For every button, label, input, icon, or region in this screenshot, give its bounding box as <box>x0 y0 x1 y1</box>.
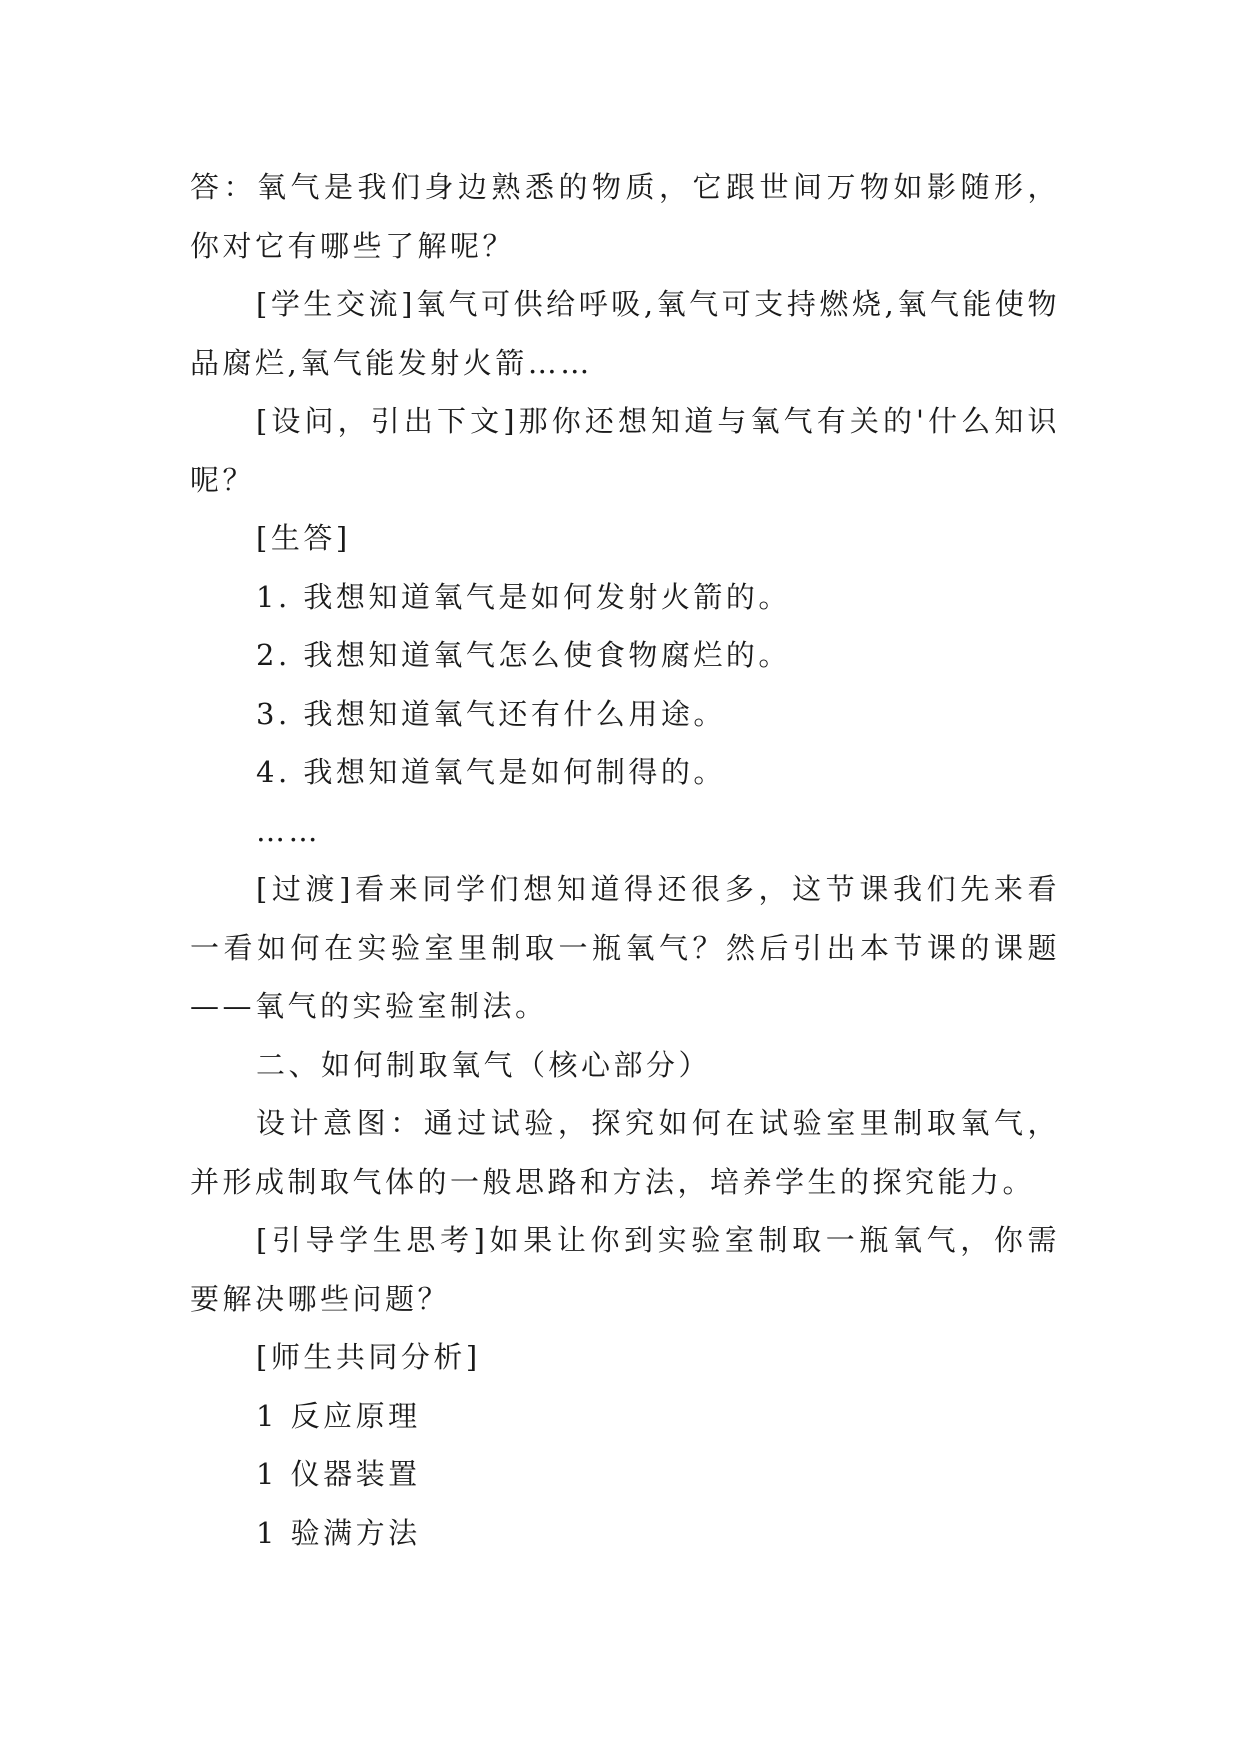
list-item-check-full: 1 验满方法 <box>256 1515 421 1550</box>
list-item-principle: 1 反应原理 <box>256 1398 421 1433</box>
paragraph-student-exchange: [学生交流]氧气可供给呼吸,氧气可支持燃烧,氧气能使物品腐烂,氧气能发射火箭…… <box>190 287 1060 380</box>
list-item-answer-3: 3. 我想知道氧气还有什么用途。 <box>256 696 726 731</box>
list-item-answer-2: 2. 我想知道氧气怎么使食物腐烂的。 <box>256 638 791 672</box>
list-ellipsis: …… <box>256 813 321 848</box>
paragraph-guide-thinking: [引导学生思考]如果让你到实验室制取一瓶氧气，你需要解决哪些问题？ <box>190 1223 1060 1316</box>
list-item-answer-1: 1. 我想知道氧气是如何发射火箭的。 <box>256 579 791 614</box>
list-item-answer-4: 4. 我想知道氧气是如何制得的。 <box>256 755 726 789</box>
paragraph-student-answer-heading: [生答] <box>256 521 351 555</box>
paragraph-transition: [过渡]看来同学们想知道得还很多，这节课我们先来看一看如何在实验室里制取一瓶氧气？然后引出本节课的课题——氧气的实验室制法。 <box>190 872 1060 1023</box>
paragraph-joint-analysis: [师生共同分析] <box>256 1340 481 1374</box>
section-heading-core: 二、如何制取氧气（核心部分） <box>256 1047 712 1082</box>
paragraph-question-lead: [设问，引出下文]那你还想知道与氧气有关的'什么知识呢？ <box>190 404 1060 497</box>
paragraph-answer-intro: 答：氧气是我们身边熟悉的物质，它跟世间万物如影随形，你对它有哪些了解呢？ <box>190 170 1060 263</box>
document-page <box>190 158 1060 1562</box>
list-item-apparatus: 1 仪器装置 <box>256 1457 421 1491</box>
paragraph-design-intent: 设计意图：通过试验，探究如何在试验室里制取氧气，并形成制取气体的一般思路和方法，培养学生的探究能力。 <box>190 1106 1060 1199</box>
